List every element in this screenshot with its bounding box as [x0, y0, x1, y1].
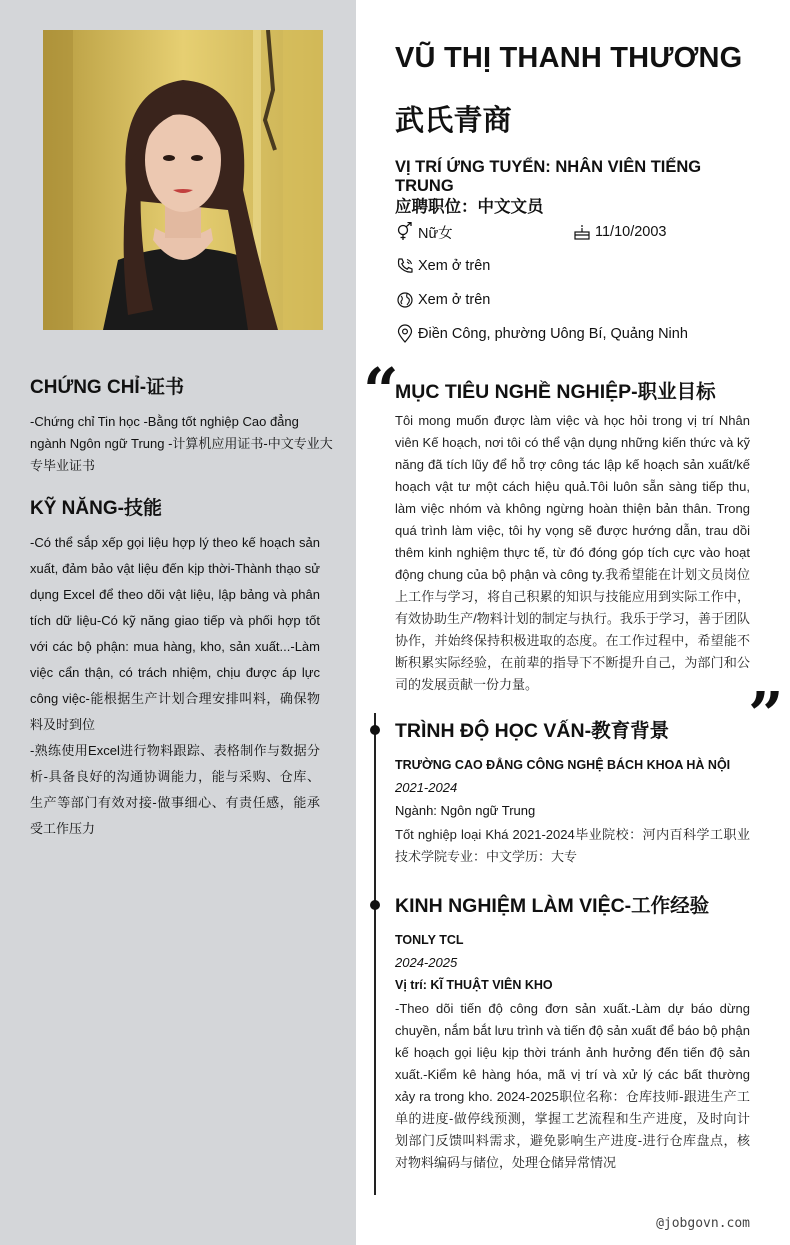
- timeline-dot: [370, 900, 380, 910]
- education-section: [395, 715, 750, 868]
- education-school: TRƯỜNG CAO ĐẲNG CÔNG NGHỆ BÁCH KHOA HÀ NỘI: [395, 758, 731, 772]
- website-row: [395, 289, 490, 311]
- skills-section: [30, 493, 320, 842]
- skills-title: KỸ NĂNG-技能: [30, 498, 162, 519]
- location-icon: [395, 324, 415, 344]
- experience-company: TONLY TCL: [395, 933, 464, 947]
- sidebar: [0, 0, 356, 1245]
- education-detail: Tốt nghiệp loại Khá 2021-2024毕业院校：河内百科学工职业技术学院专业：中文学历：大专: [395, 827, 750, 864]
- certificates-title: CHỨNG CHỈ-证书: [30, 377, 185, 398]
- experience-section: [395, 890, 750, 1174]
- name-chinese: 武氏青商: [395, 105, 512, 137]
- address-row: [395, 323, 688, 345]
- quote-close-icon: ”: [748, 678, 784, 751]
- header: [395, 42, 750, 217]
- phone-value: Xem ở trên: [418, 258, 491, 274]
- timeline-dot: [370, 725, 380, 735]
- phone-icon: [395, 256, 415, 276]
- address-value: Điền Công, phường Uông Bí, Quảng Ninh: [418, 326, 688, 342]
- certificates-section: [30, 372, 336, 477]
- name-vietnamese: VŨ THỊ THANH THƯƠNG: [395, 42, 743, 74]
- experience-period: 2024-2025: [395, 955, 458, 970]
- education-title: TRÌNH ĐỘ HỌC VẤN-教育背景: [395, 720, 670, 742]
- education-period: 2021-2024: [395, 780, 458, 795]
- certificates-text: -Chứng chỉ Tin học -Bằng tốt nghiệp Cao đẳng ngành Ngôn ngữ Trung -计算机应用证书-中文专业大专毕业证书: [30, 414, 333, 473]
- objective-text: Tôi mong muốn được làm việc và học hỏi trong vị trí Nhân viên Kế hoạch, nơi tôi có thể vận dụng những kiến thức và kỹ năng đã tích lũy để hỗ trợ công tác lập kế hoạch sản xuất/kế hoạch vật tư một cách hiệu quả.Tôi luôn sẵn sàng tiếp thu, làm việc nhóm và không ngừng hoàn thiện bản thân. Trong quá trình làm việc, tôi hy vọng sẽ được hướng dẫn, trau dồi thêm kinh nghiệm thực tế, từ đó đóng góp tích cực vào hoạt động chung của bộ phận và công ty.我希望能在计划文员岗位上工作与学习，将自己积累的知识与技能应用到实际工作中，有效协助生产/物料计划的制定与执行。我乐于学习，善于团队协作，并始终保持积极进取的态度。在工作过程中，希望能不断积累实际经验，在前辈的指导下不断提升自己，为部门和公司的发展贡献一份力量。: [395, 413, 750, 692]
- cake-icon: [572, 222, 592, 242]
- phone-row: [395, 255, 490, 277]
- education-major: Ngành: Ngôn ngữ Trung: [395, 803, 536, 818]
- objective-title: MỤC TIÊU NGHỀ NGHIỆP-职业目标: [395, 381, 716, 403]
- profile-photo: [43, 30, 323, 330]
- quote-open-icon: “: [363, 354, 399, 427]
- birthday-value: 11/10/2003: [595, 224, 667, 240]
- globe-icon: [395, 290, 415, 310]
- experience-text: -Theo dõi tiến độ công đơn sản xuất.-Làm dự báo dừng chuyền, nắm bắt lưu trình và tiến độ sản xuất để báo bộ phận kế hoạch gọi liệu kịp thời tránh ảnh hưởng đến tiến độ sản xuất.-Kiểm kê hàng hóa, mã vị trí và xử lý các bất thường xảy ra trong kho. 2024-2025职位名称：仓库技师-跟进生产工单的进度-做停线预测，掌握工艺流程和生产进度，及时向计划部门反馈叫料需求，避免影响生产进度-进行仓库盘点，核对物料编码与储位，处理仓储异常情况: [395, 1001, 750, 1170]
- skills-text-1: -Có thể sắp xếp gọi liệu hợp lý theo kế hoạch sản xuất, đảm bảo vật liệu đến kịp thời-Thành thạo sử dụng Excel để theo dõi vật liệu, lập bảng và phân tích dữ liệu-Có kỹ năng giao tiếp và phối hợp tốt với các bộ phận: mua hàng, kho, sản xuất...-Làm việc cẩn thận, có trách nhiệm, chịu được áp lực công việc-能根据生产计划合理安排叫料，确保物料及时到位: [30, 535, 320, 732]
- position-chinese: 应聘职位：中文文员: [395, 198, 544, 216]
- gender-icon: [395, 222, 415, 242]
- gender-row: [395, 221, 453, 243]
- objective-section: [395, 376, 750, 696]
- experience-title: KINH NGHIỆM LÀM VIỆC-工作经验: [395, 895, 710, 917]
- gender-value: Nữ女: [418, 225, 453, 242]
- timeline-line: [374, 713, 376, 1195]
- birthday-row: [572, 221, 667, 243]
- experience-role: Vị trí: KĨ THUẬT VIÊN KHO: [395, 978, 553, 992]
- profile-photo-illustration: [43, 30, 323, 330]
- footer-brand: @jobgovn.com: [656, 1216, 750, 1231]
- position-vietnamese: VỊ TRÍ ỨNG TUYỂN: NHÂN VIÊN TIẾNG TRUNG: [395, 158, 702, 195]
- skills-text-2: -熟练使用Excel进行物料跟踪、表格制作与数据分析-具备良好的沟通协调能力，能与采购、仓库、生产等部门有效对接-做事细心、有责任感，能承受工作压力: [30, 743, 320, 836]
- website-value: Xem ở trên: [418, 292, 491, 308]
